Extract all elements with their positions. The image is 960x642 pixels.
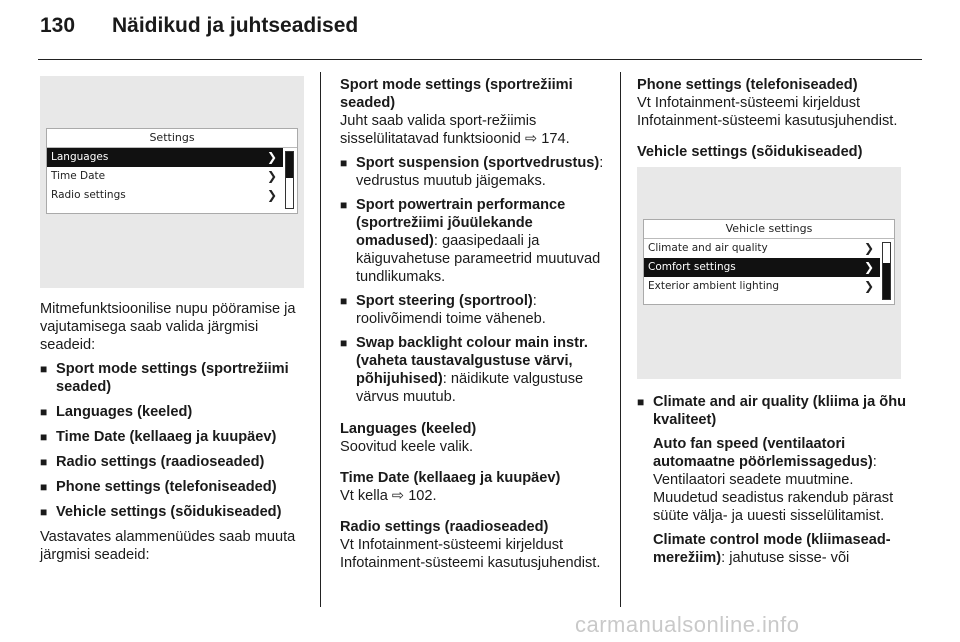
scrollbar — [285, 151, 294, 209]
vehicle-heading: Vehicle settings (sõidukiseaded) — [637, 144, 863, 160]
radio-heading: Radio settings (raadioseaded) — [340, 519, 549, 535]
watermark: carmanualsonline.info — [575, 612, 800, 637]
languages-heading: Languages (keeled) — [340, 421, 477, 437]
settings-screen-image — [40, 76, 304, 288]
chevron-right-icon: ❯ — [863, 279, 874, 293]
header-rule — [38, 59, 922, 60]
list-item: ■ Time Date (kellaaeg ja kuupäev) — [40, 428, 306, 446]
vehicle-screen-image — [637, 167, 901, 379]
phone-heading: Phone settings (telefoniseaded) — [637, 77, 858, 93]
sport-heading: Sport mode settings (sportrežiimi seaded) — [340, 77, 573, 111]
column-2 — [340, 76, 610, 572]
list-item: ■ Climate and air quality (kliima ja õhu kvaliteet) — [637, 393, 907, 429]
column-3 — [637, 76, 907, 567]
list-item: ■ Phone settings (telefoniseaded) — [40, 478, 306, 496]
list-item: ■ Languages (keeled) — [40, 403, 306, 421]
languages-text: Soovitud keele valik. — [340, 439, 474, 455]
autofan-text: Auto fan speed (ventilaatori automaatne pöörlemissagedus): Ventilaatori seadete muutmine. Muudetud seadistus rakendub pärast süüte välja- ja uuesti sisselülitamist. — [653, 436, 894, 524]
chevron-right-icon: ❯ — [266, 150, 277, 164]
vehicle-row-comfort: Comfort settings ❯ — [644, 258, 880, 277]
settings-panel — [46, 128, 298, 214]
climate-control-text: Climate control mode (kliimasead-merežiim): jahutuse sisse- või — [653, 532, 891, 566]
list-item: ■ Sport mode settings (sportrežiimi seaded) — [40, 360, 306, 396]
list-item: ■ Swap backlight colour main instr. (vaheta taustavalgustuse värvi, põhijuhised): näidikute valgustuse värvus muutub. — [340, 334, 610, 406]
sport-list — [340, 154, 610, 406]
vehicle-row-exterior: Exterior ambient lighting ❯ — [644, 277, 880, 296]
scrollbar-thumb — [883, 263, 890, 299]
column-1 — [40, 76, 306, 564]
scrollbar — [882, 242, 891, 300]
page-number: 130 — [40, 14, 76, 37]
list-item: ■ Vehicle settings (sõidukiseaded) — [40, 503, 306, 521]
settings-row-radio: Radio settings ❯ — [47, 186, 283, 205]
list-item: ■ Sport suspension (sportvedrustus): vedrustus muutub jäigemaks. — [340, 154, 610, 190]
vehicle-row-climate: Climate and air quality ❯ — [644, 239, 880, 258]
column-divider — [320, 72, 321, 607]
sport-text: Juht saab valida sport-režiimis sisselülitatavad funktsioonid ⇨ 174. — [340, 113, 570, 147]
outro-text: Vastavates alammenüüdes saab muuta järgmisi seadeid: — [40, 529, 296, 563]
chevron-right-icon: ❯ — [863, 241, 874, 255]
settings-panel-title: Settings — [47, 129, 297, 148]
page-header — [40, 14, 358, 54]
settings-list — [40, 360, 306, 521]
list-item: ■ Sport steering (sportrool): roolivõimendi toime väheneb. — [340, 292, 610, 328]
chevron-right-icon: ❯ — [266, 188, 277, 202]
list-item: ■ Radio settings (raadioseaded) — [40, 453, 306, 471]
time-text: Vt kella ⇨ 102. — [340, 488, 437, 504]
column-divider — [620, 72, 621, 607]
phone-text: Vt Infotainment-süsteemi kirjeldust Infotainment-süsteemi kasutusjuhendist. — [637, 95, 898, 129]
intro-text: Mitmefunktsioonilise nupu pööramise ja vajutamisega saab valida järgmisi seadeid: — [40, 301, 296, 353]
vehicle-panel-title: Vehicle settings — [644, 220, 894, 239]
settings-row-languages: Languages ❯ — [47, 148, 283, 167]
scrollbar-thumb — [286, 152, 293, 178]
vehicle-list — [637, 393, 907, 429]
vehicle-panel — [643, 219, 895, 305]
chevron-right-icon: ❯ — [266, 169, 277, 183]
radio-text: Vt Infotainment-süsteemi kirjeldust Infotainment-süsteemi kasutusjuhendist. — [340, 537, 601, 571]
list-item: ■ Sport powertrain performance (sportrežiimi jõuülekande omadused): gaasipedaali ja käiguvahetuse parameetrid muutuvad tundlikumaks. — [340, 196, 610, 286]
page-title: Näidikud ja juhtseadised — [112, 14, 359, 37]
settings-row-time-date: Time Date ❯ — [47, 167, 283, 186]
chevron-right-icon: ❯ — [863, 260, 874, 274]
time-heading: Time Date (kellaaeg ja kuupäev) — [340, 470, 561, 486]
